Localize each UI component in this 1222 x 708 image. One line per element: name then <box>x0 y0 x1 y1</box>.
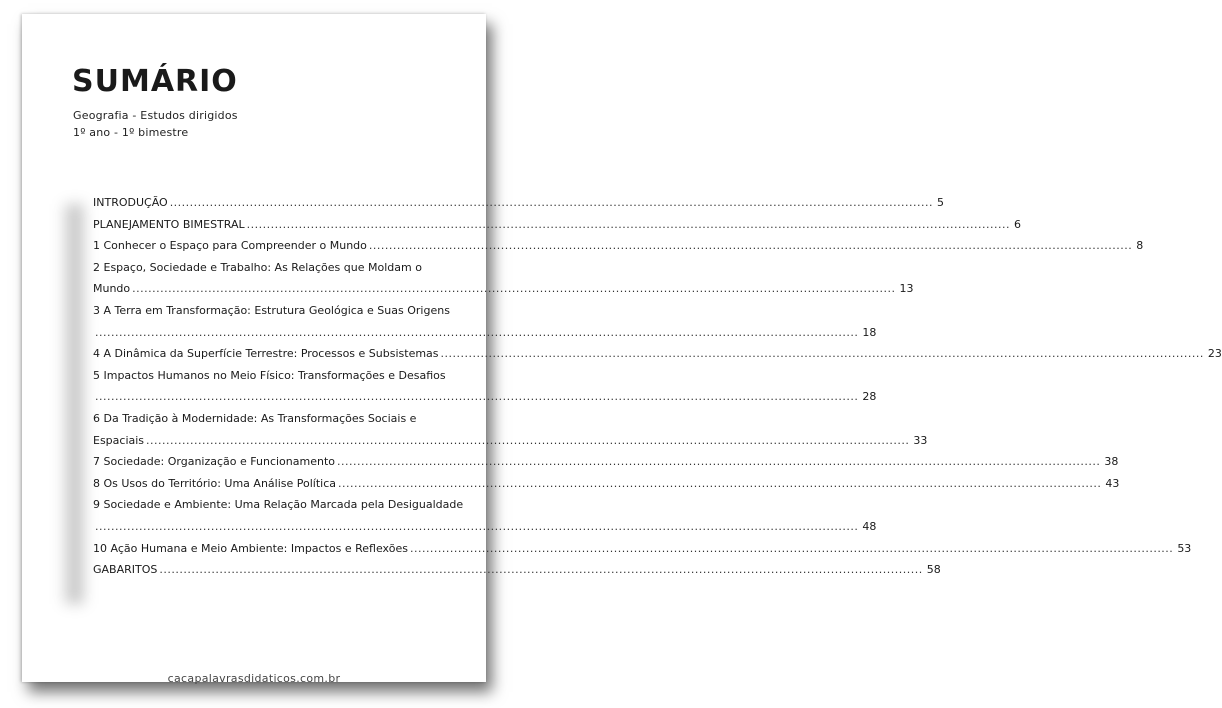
toc-entry-title: Espaciais <box>93 433 145 447</box>
subtitle-subject: Geografia - Estudos dirigidos <box>73 109 238 122</box>
toc-entry-title: GABARITOS <box>93 563 158 577</box>
toc-line <box>93 278 914 300</box>
toc-leader-dots <box>337 451 1100 473</box>
toc-line <box>93 322 877 344</box>
subtitle-grade: 1º ano - 1º bimestre <box>73 126 189 139</box>
toc-page-number: 38 <box>1104 455 1119 469</box>
toc-entry <box>93 408 928 451</box>
toc-entry <box>93 473 1120 495</box>
toc-page-number: 48 <box>862 519 877 533</box>
toc-entry <box>93 451 1119 473</box>
toc-entry-title: 10 Ação Humana e Meio Ambiente: Impactos e Reflexões <box>93 541 408 555</box>
toc-line <box>93 516 877 538</box>
toc-entry-title: INTRODUÇÃO <box>93 196 168 209</box>
toc-page-number: 53 <box>1177 541 1192 555</box>
toc-line <box>93 214 1021 236</box>
toc-leader-dots <box>369 235 1132 257</box>
toc-leader-dots <box>441 343 1204 365</box>
toc-leader-dots <box>146 430 909 452</box>
toc-page-number: 28 <box>862 390 877 404</box>
toc-entry <box>93 365 877 408</box>
toc-line <box>93 343 1222 365</box>
toc-page-number: 33 <box>913 433 928 447</box>
toc-line <box>93 494 471 516</box>
toc-leader-dots <box>247 214 1010 236</box>
toc-page-number: 5 <box>937 196 945 209</box>
toc-leader-dots <box>410 538 1173 560</box>
toc-leader-dots <box>95 322 858 344</box>
toc-entry-title: 8 Os Usos do Território: Uma Análise Política <box>93 476 336 490</box>
toc-entry-title: Mundo <box>93 282 131 296</box>
toc-leader-dots <box>170 192 933 214</box>
toc-line <box>93 451 1119 473</box>
toc-entry <box>93 559 941 581</box>
toc-leader-dots <box>95 386 858 408</box>
toc-page-number: 23 <box>1207 347 1222 361</box>
toc-entry <box>93 214 1021 236</box>
toc-entry <box>93 235 1144 257</box>
page-shadow <box>60 204 86 604</box>
toc-entry-title: 7 Sociedade: Organização e Funcionamento <box>93 455 335 469</box>
toc-entry-title: PLANEJAMENTO BIMESTRAL <box>93 217 245 231</box>
toc-line <box>93 257 471 279</box>
toc-leader-dots <box>338 473 1101 495</box>
document-page <box>22 14 1222 685</box>
page-title: SUMÁRIO <box>72 64 238 99</box>
toc-line <box>93 473 1120 495</box>
toc-entry <box>93 343 1222 365</box>
toc-line <box>93 365 471 387</box>
toc-entry-title: 1 Conhecer o Espaço para Compreender o Mundo <box>93 239 367 253</box>
toc-page-number: 58 <box>926 563 941 577</box>
table-of-contents <box>93 192 1222 581</box>
toc-leader-dots <box>159 559 922 581</box>
toc-page-number: 13 <box>899 282 914 296</box>
toc-line <box>93 386 877 408</box>
toc-entry <box>93 257 914 300</box>
toc-line <box>93 538 1192 560</box>
toc-entry-title: 2 Espaço, Sociedade e Trabalho: As Relações que Moldam o <box>93 260 422 274</box>
toc-entry-title: 3 A Terra em Transformação: Estrutura Geológica e Suas Origens <box>93 303 450 317</box>
toc-page-number: 8 <box>1136 239 1144 253</box>
toc-line <box>93 559 941 581</box>
toc-line <box>93 408 471 430</box>
toc-leader-dots <box>95 516 858 538</box>
toc-entry-title: 5 Impactos Humanos no Meio Físico: Transformações e Desafios <box>93 368 446 382</box>
toc-entry <box>93 494 877 537</box>
toc-line <box>93 192 945 214</box>
toc-leader-dots <box>132 278 895 300</box>
toc-page-number: 6 <box>1013 217 1021 231</box>
toc-entry <box>93 192 945 214</box>
toc-line <box>93 300 471 322</box>
toc-page-number: 18 <box>862 325 877 339</box>
toc-entry-title: 4 A Dinâmica da Superfície Terrestre: Processos e Subsistemas <box>93 347 439 361</box>
toc-line <box>93 235 1144 257</box>
toc-page-number: 43 <box>1105 476 1120 490</box>
toc-entry-title: 6 Da Tradição à Modernidade: As Transformações Sociais e <box>93 411 417 425</box>
toc-line <box>93 430 928 452</box>
toc-entry <box>93 538 1192 560</box>
toc-entry-title: 9 Sociedade e Ambiente: Uma Relação Marcada pela Desigualdade <box>93 498 464 512</box>
footer-website: cacapalavrasdidaticos.com.br <box>167 672 341 685</box>
toc-entry <box>93 300 877 343</box>
